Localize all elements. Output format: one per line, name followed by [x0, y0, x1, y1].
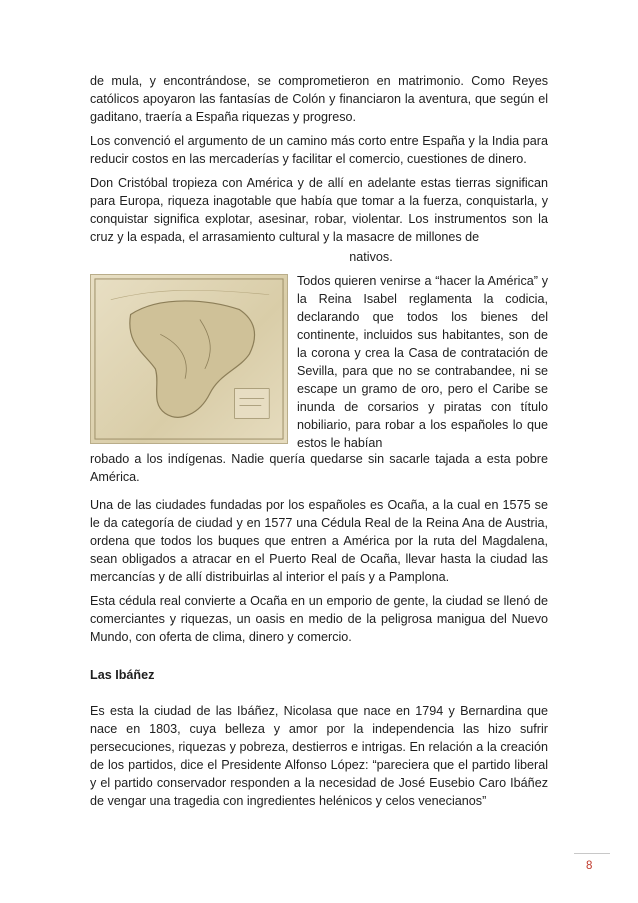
historical-map-image [90, 274, 288, 444]
page-number: 8 [586, 860, 593, 872]
paragraph-3: Don Cristóbal tropieza con América y de allí en adelante estas tierras significan para Europa, riqueza inagotable que había que tomar a la fuerza, conquistarla, y conquistar significa explotar, asesinar, robar, violentar. Los instrumentos son la cruz y la espada, el arrasamiento cultural y la masacre de millones de [90, 176, 548, 244]
paragraph-1: de mula, y encontrándose, se comprometieron en matrimonio. Como Reyes católicos apoyaron las fantasías de Colón y financiaron la aventura, que según el gaditano, traería a España riquezas y progreso. [90, 74, 548, 124]
paragraph-2: Los convenció el argumento de un camino más corto entre España y la India para reducir costos en las mercaderías y facilitar el comercio, cuestiones de dinero. [90, 134, 548, 166]
map-wrap-block [90, 272, 548, 450]
paragraph-6: Esta cédula real convierte a Ocaña en un emporio de gente, la ciudad se llenó de comerciantes y riquezas, un oasis en medio de la peligrosa manigua del Nuevo Mundo, con oferta de clima, dinero y comercio. [90, 594, 548, 644]
body-text [90, 72, 548, 816]
section-heading: Las Ibáñez [90, 668, 155, 682]
paragraph-3-end: nativos. [349, 250, 393, 264]
paragraph-7: Es esta la ciudad de las Ibáñez, Nicolasa que nace en 1794 y Bernardina que nace en 1803, cuya belleza y amor por la independencia las hizo sufrir persecuciones, riquezas y pobreza, destierros e intrigas. En relación a la creación de los partidos, dice el Presidente Alfonso López: “pareciera que el partido liberal y el partido conservador responden a la necesidad de José Eusebio Caro Ibáñez de vengar una tragedia con ingredientes helénicos y celos venecianos” [90, 704, 548, 808]
paragraph-5: Una de las ciudades fundadas por los españoles es Ocaña, a la cual en 1575 se le da categoría de ciudad y en 1577 una Cédula Real de la Reina Ana de Austria, ordena que todos los buques que entren a América por la ruta del Magdalena, sean obligados a atracar en el Puerto Real de Ocaña, llevar hasta la ciudad las mercancías y de allí distribuirlas al interior el país y a Pamplona. [90, 498, 548, 584]
paragraph-4-rest: robado a los indígenas. Nadie quería quedarse sin sacarle tajada a esta pobre América. [90, 452, 548, 484]
paragraph-4-wrapped: Todos quieren venirse a “hacer la América” y la Reina Isabel reglamenta la codicia, declarando que todos los bienes del continente, incluidos sus habitantes, son de la corona y crea la Casa de contratación de Sevilla, para que no se contrabandee, ni se escape un gramo de oro, pero el Caribe se inunda de corsarios y piratas con título nobiliario, para robar a los españoles lo que estos le habían [297, 274, 548, 450]
footer-divider [574, 853, 610, 854]
